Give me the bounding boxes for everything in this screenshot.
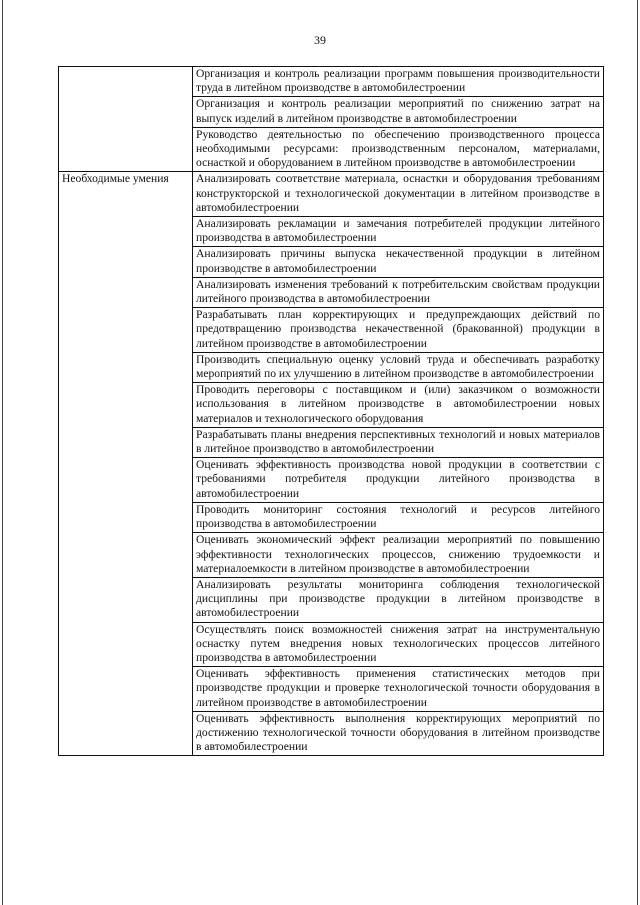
table-cell: Оценивать эффективность применения статистических методов при производстве продукции и проверке технологической точности оборудования в литейном производстве в автомобилестроении — [193, 667, 604, 712]
scan-edge-left — [2, 0, 3, 905]
table-cell: Проводить переговоры с поставщиком и (или) заказчиком о возможности использования в литейном производстве в автомобилестроении новых материалов и технологического оборудования — [193, 383, 604, 428]
table-cell: Организация и контроль реализации мероприятий по снижению затрат на выпуск изделий в литейном производстве в автомобилестроении — [193, 97, 604, 127]
table-cell: Анализировать рекламации и замечания потребителей продукции литейного производства в автомобилестроении — [193, 217, 604, 247]
table-cell: Оценивать эффективность производства новой продукции в соответствии с требованиями потребителя продукции литейного производства в автомобилестроении — [193, 458, 604, 503]
table-cell: Осуществлять поиск возможностей снижения затрат на инструментальную оснастку путем внедрения новых технологических процессов литейного производства в автомобилестроении — [193, 622, 604, 667]
row-label-prev — [59, 67, 193, 172]
row-label-skills: Необходимые умения — [59, 172, 193, 756]
table-cell: Организация и контроль реализации программ повышения производительности труда в литейном производстве в автомобилестроении — [193, 67, 604, 97]
table-cell: Анализировать изменения требований к потребительским свойствам продукции литейного производства в автомобилестроении — [193, 277, 604, 307]
table-cell: Анализировать результаты мониторинга соблюдения технологической дисциплины при производстве продукции в литейном производстве в автомобилестроении — [193, 577, 604, 622]
table-cell: Разрабатывать план корректирующих и предупреждающих действий по предотвращению производства некачественной (бракованной) продукции в литейном производстве в автомобилестроении — [193, 308, 604, 353]
page-number: 39 — [314, 33, 326, 47]
table-cell: Руководство деятельностью по обеспечению производственного процесса необходимыми ресурсами: производственным персоналом, материалами, оснасткой и оборудованием в литейном производстве в автомобилестроении — [193, 127, 604, 172]
scan-edge-right — [637, 0, 638, 905]
table-cell: Оценивать экономический эффект реализации мероприятий по повышению эффективности технологических процессов, снижению трудоемкости и материалоемкости в литейном производстве в автомобилестроении — [193, 533, 604, 578]
table-cell: Анализировать причины выпуска некачественной продукции в литейном производстве в автомобилестроении — [193, 247, 604, 277]
table-row — [59, 172, 604, 217]
table-cell: Разрабатывать планы внедрения перспективных технологий и новых материалов в литейное производство в автомобилестроении — [193, 427, 604, 457]
table-row — [59, 67, 604, 97]
table-cell: Анализировать соответствие материала, оснастки и оборудования требованиям конструкторской и технологической документации в литейном производстве в автомобилестроении — [193, 172, 604, 217]
table-cell: Оценивать эффективность выполнения корректирующих мероприятий по достижению технологической точности оборудования в литейном производстве в автомобилестроении — [193, 711, 604, 756]
competency-table — [58, 66, 604, 756]
table-cell: Производить специальную оценку условий труда и обеспечивать разработку мероприятий по их улучшению в литейном производстве в автомобилестроении — [193, 352, 604, 382]
table-cell: Проводить мониторинг состояния технологий и ресурсов литейного производства в автомобилестроении — [193, 502, 604, 532]
